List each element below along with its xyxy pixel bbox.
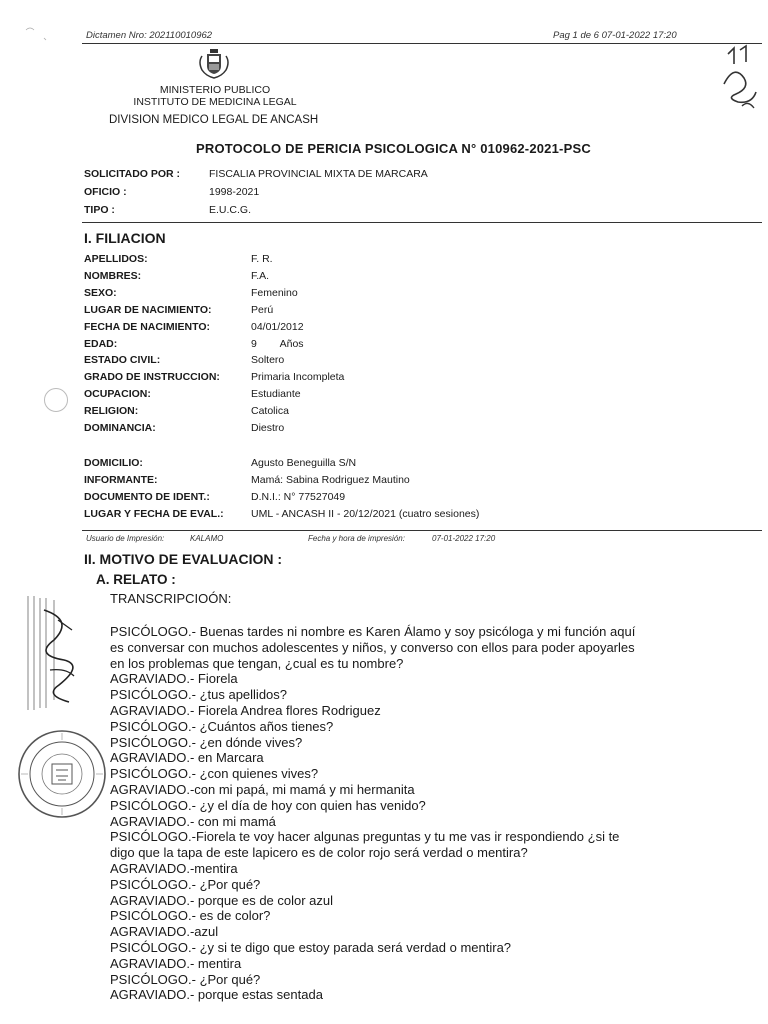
- print-user-label: Usuario de Impresión:: [86, 534, 165, 543]
- field-value: Estudiante: [251, 388, 301, 401]
- official-stamp-seal: [16, 728, 108, 820]
- transcript-line: PSICÓLOGO.- ¿y el día de hoy con quien has venido?: [110, 797, 426, 813]
- section-filiacion-heading: I. FILIACION: [84, 230, 166, 246]
- field-label: RELIGION:: [84, 405, 139, 418]
- transcript-line: AGRAVIADO.- con mi mamá: [110, 813, 276, 829]
- field-label: DOMINANCIA:: [84, 422, 156, 434]
- field-label: NOMBRES:: [84, 269, 142, 282]
- org-ministry: MINISTERIO PUBLICO: [159, 84, 271, 96]
- signature-stamp: [14, 590, 94, 720]
- print-date-label: Fecha y hora de impresión:: [308, 534, 405, 543]
- field-label: ESTADO CIVIL:: [84, 354, 161, 367]
- transcript-line: PSICÓLOGO.- ¿Por qué?: [110, 971, 261, 987]
- oficio-label: OFICIO :: [84, 186, 127, 198]
- request-value: FISCALIA PROVINCIAL MIXTA DE MARCARA: [209, 168, 428, 180]
- transcript-line: AGRAVIADO.-mentira: [110, 861, 238, 876]
- field-label: OCUPACION:: [84, 388, 151, 401]
- field-label: INFORMANTE:: [84, 473, 158, 486]
- field-value: Femenino: [251, 286, 298, 299]
- field-value: Perú: [251, 303, 274, 316]
- field-value: F.A.: [251, 269, 270, 282]
- transcript-line: AGRAVIADO.- porque es de color azul: [110, 892, 334, 908]
- field-value: F. R.: [251, 253, 273, 265]
- field-value: UML - ANCASH II - 20/12/2021 (cuatro sesiones): [251, 507, 480, 520]
- field-label: DOCUMENTO DE IDENT.:: [84, 490, 210, 503]
- transcript-line: AGRAVIADO.- mentira: [110, 955, 242, 971]
- request-label: SOLICITADO POR :: [84, 168, 181, 180]
- print-date-value: 07-01-2022 17:20: [432, 534, 496, 543]
- field-label: FECHA DE NACIMIENTO:: [84, 320, 210, 333]
- field-label: DOMICILIO:: [84, 457, 143, 469]
- org-division: DIVISION MEDICO LEGAL DE ANCASH: [109, 114, 319, 126]
- page-info: Pag 1 de 6 07-01-2022 17:20: [553, 30, 677, 41]
- punch-hole: [44, 388, 68, 412]
- transcript-line: AGRAVIADO.- porque estas sentada: [110, 987, 323, 1003]
- transcript-line: AGRAVIADO.- Fiorela Andrea flores Rodriguez: [110, 703, 381, 718]
- field-label: LUGAR DE NACIMIENTO:: [84, 303, 212, 316]
- field-value: D.N.I.: N° 77527049: [251, 490, 346, 503]
- transcript-line: es conversar con muchos adolescentes y niños, y converso con ellos para poder apoyarles: [110, 639, 635, 655]
- field-label: GRADO DE INSTRUCCION:: [84, 371, 220, 384]
- section-motivo-heading: II. MOTIVO DE EVALUACION :: [84, 551, 283, 567]
- coat-of-arms-icon: [196, 48, 232, 80]
- signature-mark: [718, 44, 762, 114]
- print-user-value: KALAMO: [190, 534, 224, 543]
- transcript-line: PSICÓLOGO.- ¿Cuántos años tienes?: [110, 718, 334, 734]
- transcript-line: PSICÓLOGO.- ¿y si te digo que estoy parada será verdad o mentira?: [110, 940, 512, 955]
- transcript-line: PSICÓLOGO.- Buenas tardes ni nombre es Karen Álamo y soy psicóloga y mi función aquí: [110, 624, 636, 639]
- transcript-line: digo que la tapa de este lapicero es de color rojo será verdad o mentira?: [110, 845, 528, 861]
- header-rule: [82, 43, 762, 44]
- transcript-line: AGRAVIADO.- Fiorela: [110, 671, 238, 687]
- tipo-value: E.U.C.G.: [209, 204, 252, 216]
- field-value: 9 Años: [251, 337, 304, 350]
- transcript-line: PSICÓLOGO.- ¿en dónde vives?: [110, 734, 303, 750]
- footer-rule: [82, 530, 762, 531]
- transcript-line: AGRAVIADO.-azul: [110, 924, 219, 940]
- field-label: EDAD:: [84, 337, 118, 350]
- transcript-line: PSICÓLOGO.-Fiorela te voy hacer algunas preguntas y tu me vas ir respondiendo ¿si te: [110, 829, 620, 845]
- oficio-value: 1998-2021: [209, 186, 260, 198]
- field-value: Agusto Beneguilla S/N: [251, 457, 357, 469]
- field-value: 04/01/2012: [251, 320, 304, 333]
- transcript-line: PSICÓLOGO.- ¿con quienes vives?: [110, 766, 319, 782]
- transcript-line: PSICÓLOGO.- ¿Por qué?: [110, 876, 261, 892]
- transcript-line: AGRAVIADO.- en Marcara: [110, 750, 264, 766]
- transcript-line: AGRAVIADO.-con mi papá, mi mamá y mi hermanita: [110, 782, 415, 797]
- field-value: Diestro: [251, 422, 285, 434]
- scan-marks: [24, 22, 54, 42]
- transcription-label: TRANSCRIPCIOÓN:: [110, 591, 232, 606]
- field-label: SEXO:: [84, 286, 117, 299]
- document-title: PROTOCOLO DE PERICIA PSICOLOGICA N° 010962-2021-PSC: [196, 141, 591, 156]
- field-value: Soltero: [251, 354, 285, 367]
- field-value: Mamá: Sabina Rodriguez Mautino: [251, 473, 410, 486]
- field-value: Primaria Incompleta: [251, 371, 345, 384]
- field-label: APELLIDOS:: [84, 253, 148, 265]
- section-rule: [82, 222, 762, 223]
- tipo-label: TIPO :: [84, 204, 115, 216]
- field-label: LUGAR Y FECHA DE EVAL.:: [84, 507, 224, 520]
- relato-heading: A. RELATO :: [96, 572, 176, 587]
- transcript-line: en los problemas que tengan, ¿cual es tu nombre?: [110, 655, 404, 671]
- dictamen-number: Dictamen Nro: 202110010962: [86, 30, 213, 41]
- transcript-line: PSICÓLOGO.- es de color?: [110, 908, 271, 924]
- field-value: Catolica: [251, 405, 289, 418]
- transcript-line: PSICÓLOGO.- ¿tus apellidos?: [110, 687, 288, 703]
- org-institute: INSTITUTO DE MEDICINA LEGAL: [133, 96, 297, 108]
